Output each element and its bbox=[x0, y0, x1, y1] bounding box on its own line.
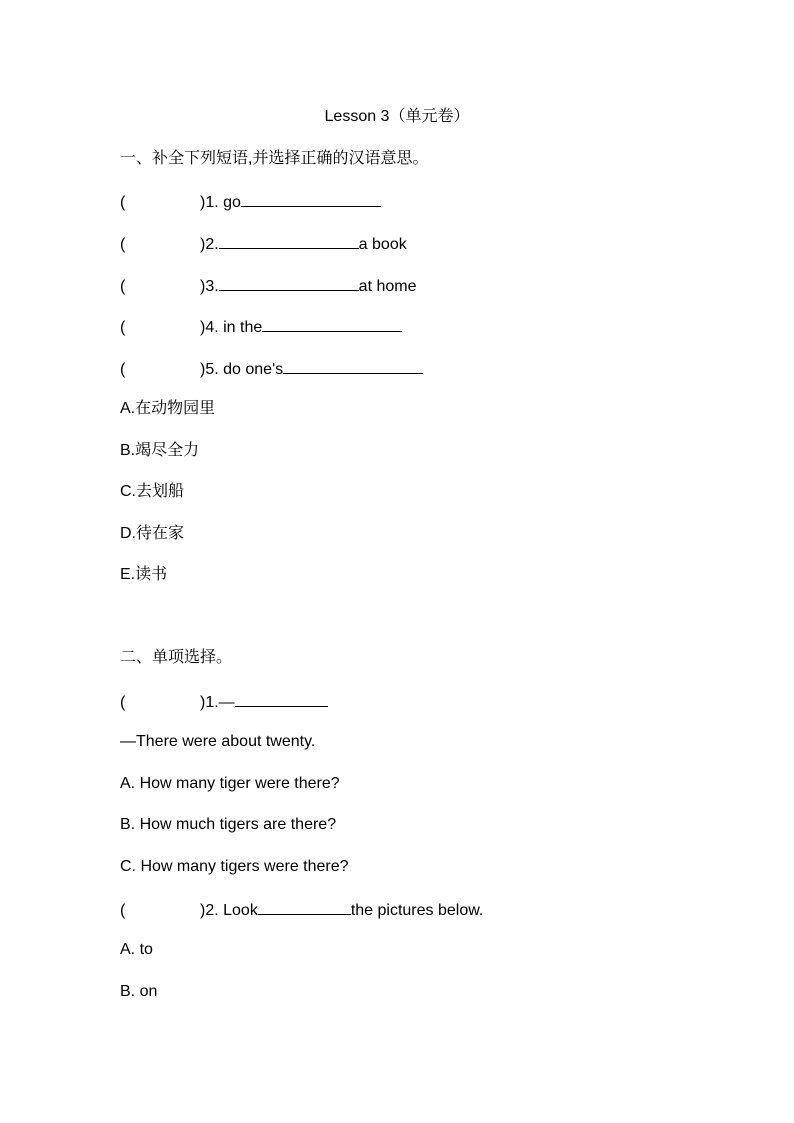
answer-blank[interactable] bbox=[219, 274, 359, 291]
answer-blank[interactable] bbox=[262, 315, 402, 332]
section2-heading: 二、单项选择。 bbox=[120, 649, 233, 666]
answer-blank[interactable] bbox=[258, 898, 351, 915]
answer-blank[interactable] bbox=[241, 190, 381, 207]
s2-q1-answer-line: —There were about twenty. bbox=[120, 733, 316, 750]
s2-q2-option-b: B. on bbox=[120, 983, 158, 1000]
section1-heading: 一、补全下列短语,并选择正确的汉语意思。 bbox=[120, 150, 429, 167]
s1-item-5: ( )5. do one's bbox=[120, 357, 423, 381]
s1-option-e: E.读书 bbox=[120, 566, 168, 583]
s2-question-1: ( )1.— bbox=[120, 690, 328, 714]
answer-blank[interactable] bbox=[219, 232, 359, 249]
answer-blank[interactable] bbox=[235, 690, 328, 707]
answer-blank[interactable] bbox=[283, 357, 423, 374]
s2-q2-option-a: A. to bbox=[120, 941, 153, 958]
page-title: Lesson 3（单元卷） bbox=[324, 108, 470, 125]
s1-option-a: A.在动物园里 bbox=[120, 400, 216, 417]
s1-item-4: ( )4. in the bbox=[120, 315, 402, 339]
s1-option-c: C.去划船 bbox=[120, 483, 185, 500]
s1-item-3: ( )3. at home bbox=[120, 274, 416, 298]
s1-option-b: B.竭尽全力 bbox=[120, 442, 200, 459]
s1-option-d: D.待在家 bbox=[120, 525, 185, 542]
s2-question-2: ( )2. Look the pictures below. bbox=[120, 898, 483, 922]
s2-q1-option-b: B. How much tigers are there? bbox=[120, 816, 337, 833]
s2-q1-option-a: A. How many tiger were there? bbox=[120, 775, 340, 792]
s1-item-1: ( )1. go bbox=[120, 190, 381, 214]
s1-item-2: ( )2. a book bbox=[120, 232, 407, 256]
s2-q1-option-c: C. How many tigers were there? bbox=[120, 858, 349, 875]
